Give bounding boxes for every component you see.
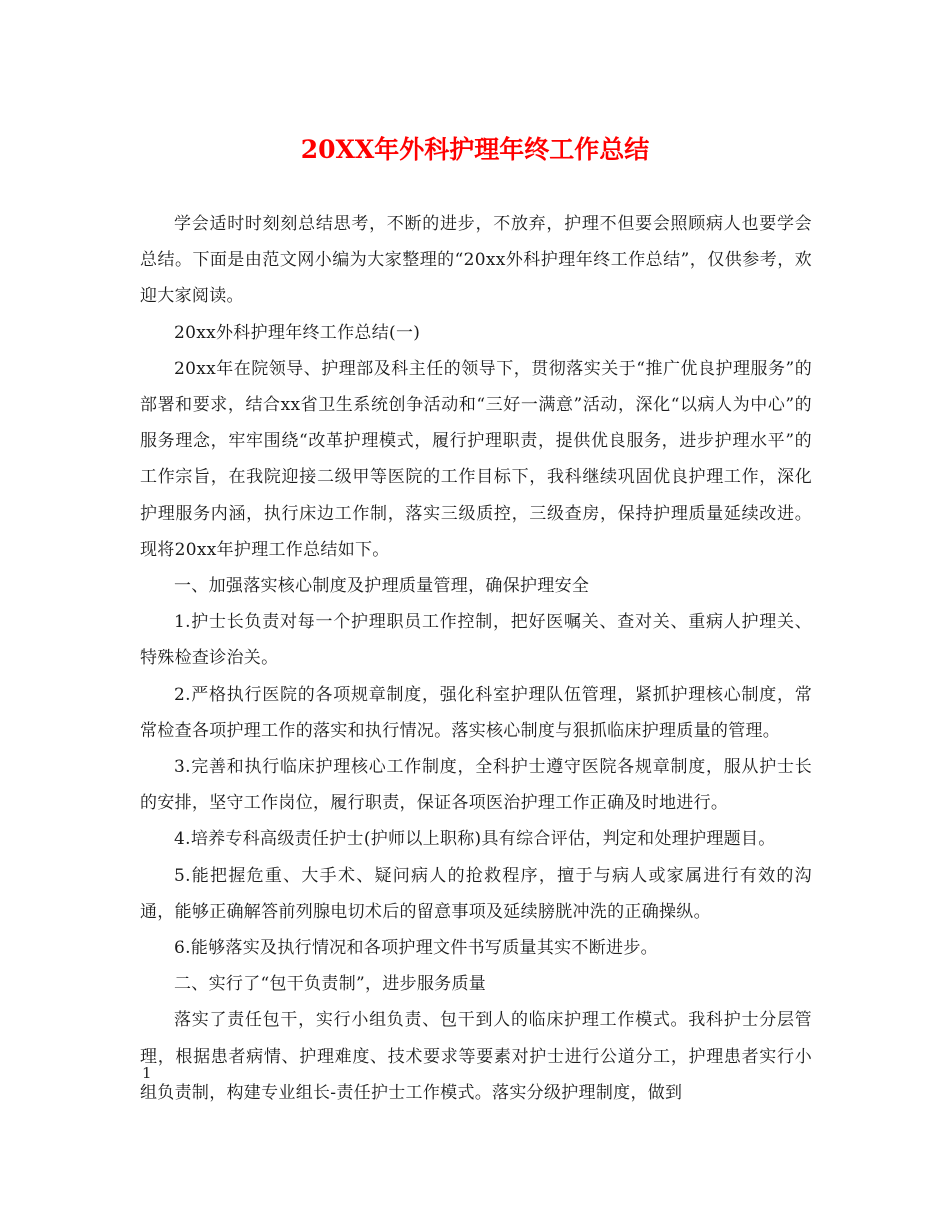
paragraph-intro: 学会适时时刻刻总结思考，不断的进步，不放弃，护理不但要会照顾病人也要学会总结。下面是由范文网小编为大家整理的“20xx外科护理年终工作总结”，仅供参考，欢迎大家阅读。 (140, 214, 812, 307)
paragraph-heading: 一、加强落实核心制度及护理质量管理，确保护理安全 (174, 576, 590, 597)
paragraph-item: 4.培养专科高级责任护士(护师以上职称)具有综合评估，判定和处理护理题目。 (174, 829, 776, 850)
paragraph-item: 3.完善和执行临床护理核心工作制度，全科护士遵守医院各规章制度，服从护士长的安排，坚守工作岗位，履行职责，保证各项医治护理工作正确及时地进行。 (140, 757, 812, 814)
paragraph: 20xx年在院领导、护理部及科主任的领导下，贯彻落实关于“推广优良护理服务”的部署和要求，结合xx省卫生系统创争活动和“三好一满意”活动，深化“以病人为中心”的服务理念，牢牢围绕“改革护理模式，履行护理职责，提供优良服务，进步护理水平”的工作宗旨，在我院迎接二级甲等医院的工作目标下，我科继续巩固优良护理工作，深化护理服务内涵，执行床边工作制，落实三级质控，三级查房，保持护理质量延续改进。现将20xx年护理工作总结如下。 (140, 358, 812, 560)
paragraph-item: 5.能把握危重、大手术、疑问病人的抢救程序，擅于与病人或家属进行有效的沟通，能够正确解答前列腺电切术后的留意事项及延续膀胱冲洗的正确操纵。 (140, 865, 812, 922)
paragraph-heading: 二、实行了“包干负责制”，进步服务质量 (174, 974, 487, 995)
paragraph-item: 2.严格执行医院的各项规章制度，强化科室护理队伍管理，紧抓护理核心制度，常常检查各项护理工作的落实和执行情况。落实核心制度与狠抓临床护理质量的管理。 (140, 684, 812, 741)
paragraph: 落实了责任包干，实行小组负责、包干到人的临床护理工作模式。我科护士分层管理，根据患者病情、护理难度、技术要求等要素对护士进行公道分工，护理患者实行小组负责制，构建专业组长-责任护士工作模式。落实分级护理制度，做到 (140, 1010, 812, 1103)
page-number: 1 (142, 1064, 152, 1082)
document-body (140, 206, 812, 1111)
paragraph-item: 1.护士长负责对每一个护理职员工作控制，把好医嘱关、查对关、重病人护理关、特殊检查诊治关。 (140, 612, 812, 669)
paragraph-section-title: 20xx外科护理年终工作总结(一) (174, 322, 421, 343)
page-title: 20XX年外科护理年终工作总结 (300, 135, 650, 164)
paragraph-item: 6.能够落实及执行情况和各项护理文件书写质量其实不断进步。 (174, 938, 658, 959)
